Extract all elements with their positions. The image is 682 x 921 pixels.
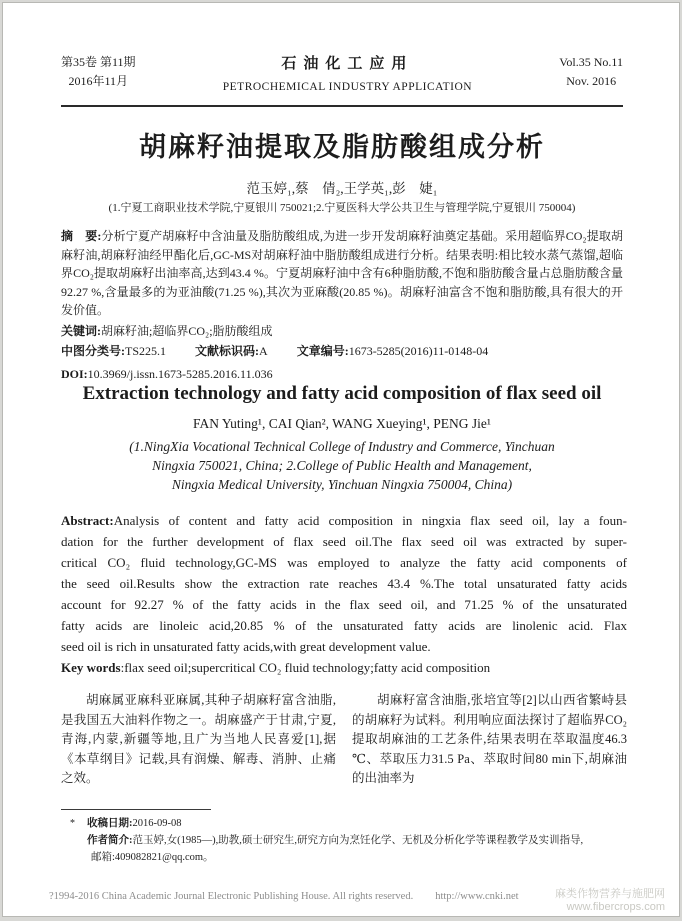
clc-pair xyxy=(61,344,166,358)
abstract-en-line: critical CO₂ fluid technology,GC-MS was employed to analyze the fatty acid components of xyxy=(61,555,627,570)
bio-text: 范玉婷,女(1985—),助教,硕士研究生,研究方向为烹饪化学、无机及分析化学等课程教学及实训指导, xyxy=(132,835,584,846)
abstract-cn xyxy=(61,227,623,320)
abstract-en-line: seed oil is rich in unsaturated fatty acids,with great development value. xyxy=(61,639,431,654)
abstract-en-line xyxy=(61,510,627,531)
abstract-en-line: the seed oil.Results show the extraction rate reaches 43.4 %.The total unsaturated fatty acids xyxy=(61,576,627,591)
abstract-en xyxy=(61,510,627,678)
keywords-en-text: :flax seed oil;supercritical CO₂ fluid technology;fatty acid composition xyxy=(120,660,491,675)
watermark-url: www.fibercrops.com xyxy=(566,901,665,913)
journal-name-en: PETROCHEMICAL INDUSTRY APPLICATION xyxy=(222,81,473,94)
body-paragraph: 胡麻属亚麻科亚麻属,其种子胡麻籽富含油脂,是我国五大油料作物之一。胡麻盛产于甘肃,宁夏,青海,内蒙,新疆等地,且广为当地人民喜爱[1],据《本草纲目》记载,具有润燥、解毒、消肿、止痛之效。 xyxy=(61,693,336,785)
footnote-separator xyxy=(61,809,211,810)
journal-header xyxy=(61,53,623,107)
email-label: 邮箱: xyxy=(91,852,115,863)
doi-line xyxy=(61,365,623,384)
abstract-en-line: account for 92.27 % of the fatty acids in the flax seed oil, and 71.25 % of the unsaturated xyxy=(61,597,627,612)
author-email-line xyxy=(61,849,623,866)
keywords-cn xyxy=(61,322,623,341)
watermark-name: 麻类作物营养与施肥网 xyxy=(555,888,665,900)
clc-label: 中图分类号: xyxy=(61,344,125,358)
affiliation-en-line: Ningxia 750021, China; 2.College of Public Health and Management, xyxy=(152,458,532,473)
authors-en: FAN Yuting¹, CAI Qian², WANG Xueying¹, PENG Jie¹ xyxy=(193,416,491,431)
keywords-cn-text: 胡麻籽油;超临界CO₂;脂肪酸组成 xyxy=(101,323,273,338)
received-label: 收稿日期: xyxy=(87,818,133,829)
body-left-column xyxy=(61,691,336,789)
volume-issue-en: Vol.35 No.11 xyxy=(559,55,623,69)
classification-line xyxy=(61,342,623,361)
keywords-en-label: Key words xyxy=(61,660,121,675)
affiliation-en xyxy=(61,437,623,494)
site-watermark xyxy=(555,888,665,914)
date-en: Nov. 2016 xyxy=(566,73,617,88)
body-paragraph: 胡麻籽富含油脂,张培宜等[2]以山西省繁峙县的胡麻籽为试料。利用响应面法探讨了超临界CO₂提取胡麻油的工艺条件,结果表明在萃取温度46.3 ℃、萃取压力31.5 Pa、萃取时间80 min下,胡麻油的出油率为 xyxy=(352,693,627,785)
footer-bar xyxy=(49,891,635,902)
article-id: 1673-5285(2016)11-0148-04 xyxy=(348,344,489,358)
abstract-cn-text: 分析宁夏产胡麻籽中含油量及脂肪酸组成,为进一步开发胡麻籽油奠定基础。采用超临界CO₂提取胡麻籽油,胡麻籽油经甲酯化后,GC-MS对胡麻籽油中脂肪酸组成进行分析。结果表明:相比较水蒸气蒸馏,超临界CO₂提取胡麻籽出油率高,达到43.4 %。宁夏胡麻籽油中含有6种脂肪酸,不饱和脂肪酸含量占总脂肪酸含量92.27 %,含量最多的为亚油酸(71.25 %),其次为亚麻酸(20.85 %)。胡麻籽油富含不饱和脂肪酸,具有很大的开发价值。 xyxy=(61,229,624,317)
keywords-cn-label: 关键词: xyxy=(61,323,101,338)
bio-label: 作者简介: xyxy=(87,835,133,846)
copyright-notice: ?1994-2016 China Academic Journal Electronic Publishing House. All rights reserved. xyxy=(49,891,414,902)
authors-cn: 范玉婷₁,蔡 倩₂,王学英₁,彭 婕₁ xyxy=(246,181,438,196)
abstract-en-label: Abstract: xyxy=(61,513,114,528)
abstract-en-text: Analysis of content and fatty acid composition in ningxia flax seed oil, lay a foun- xyxy=(113,513,627,528)
chinese-meta-block xyxy=(61,227,623,385)
abstract-en-line: fatty acids are linoleic acid,20.85 % of the unsaturated fatty acids are linolenic acid. Flax xyxy=(61,618,627,633)
english-head-block xyxy=(61,383,623,494)
received-date-line xyxy=(61,815,623,832)
article-title-cn: 胡麻籽油提取及脂肪酸组成分析 xyxy=(139,132,545,162)
article-id-label: 文章编号: xyxy=(296,344,349,358)
author-bio-line xyxy=(61,832,623,849)
cnki-url: http://www.cnki.net xyxy=(435,891,519,902)
doc-code: A xyxy=(259,344,268,358)
affiliation-en-line: Ningxia Medical University, Yinchuan Ningxia 750004, China) xyxy=(171,477,513,492)
header-volume-block xyxy=(61,53,136,90)
article-title-en: Extraction technology and fatty acid composition of flax seed oil xyxy=(82,383,602,404)
doi-label: DOI: xyxy=(61,366,88,381)
keywords-en xyxy=(61,657,627,678)
paper-page xyxy=(2,2,680,917)
header-journal-block xyxy=(223,53,472,97)
abstract-en-line: dation for the further development of flax seed oil.The flax seed oil was extracted by super- xyxy=(61,534,627,549)
doc-code-pair xyxy=(195,344,268,358)
volume-issue-cn: 第35卷 第11期 xyxy=(61,55,136,69)
affiliation-cn: (1.宁夏工商职业技术学院,宁夏银川 750021;2.宁夏医科大学公共卫生与管理学院,宁夏银川 750004) xyxy=(108,202,576,214)
body-right-column xyxy=(352,691,627,789)
doi-value: 10.3969/j.issn.1673-5285.2016.11.036 xyxy=(87,366,273,381)
received-date: 2016-09-08 xyxy=(132,818,182,829)
journal-name-cn: 石油化工应用 xyxy=(281,56,414,72)
footnote-block xyxy=(61,809,623,866)
body-columns xyxy=(61,691,627,789)
article-id-pair xyxy=(297,344,489,358)
abstract-cn-label: 摘 要: xyxy=(61,229,102,243)
affiliation-en-line: (1.NingXia Vocational Technical College of Industry and Commerce, Yinchuan xyxy=(129,439,555,454)
doc-code-label: 文献标识码: xyxy=(195,344,260,358)
date-cn: 2016年11月 xyxy=(68,73,129,88)
clc-number: TS225.1 xyxy=(125,344,167,358)
header-vol-en-block xyxy=(559,53,623,90)
email-value: 409082821@qq.com。 xyxy=(114,852,214,863)
footnote-marker: * xyxy=(70,818,75,829)
